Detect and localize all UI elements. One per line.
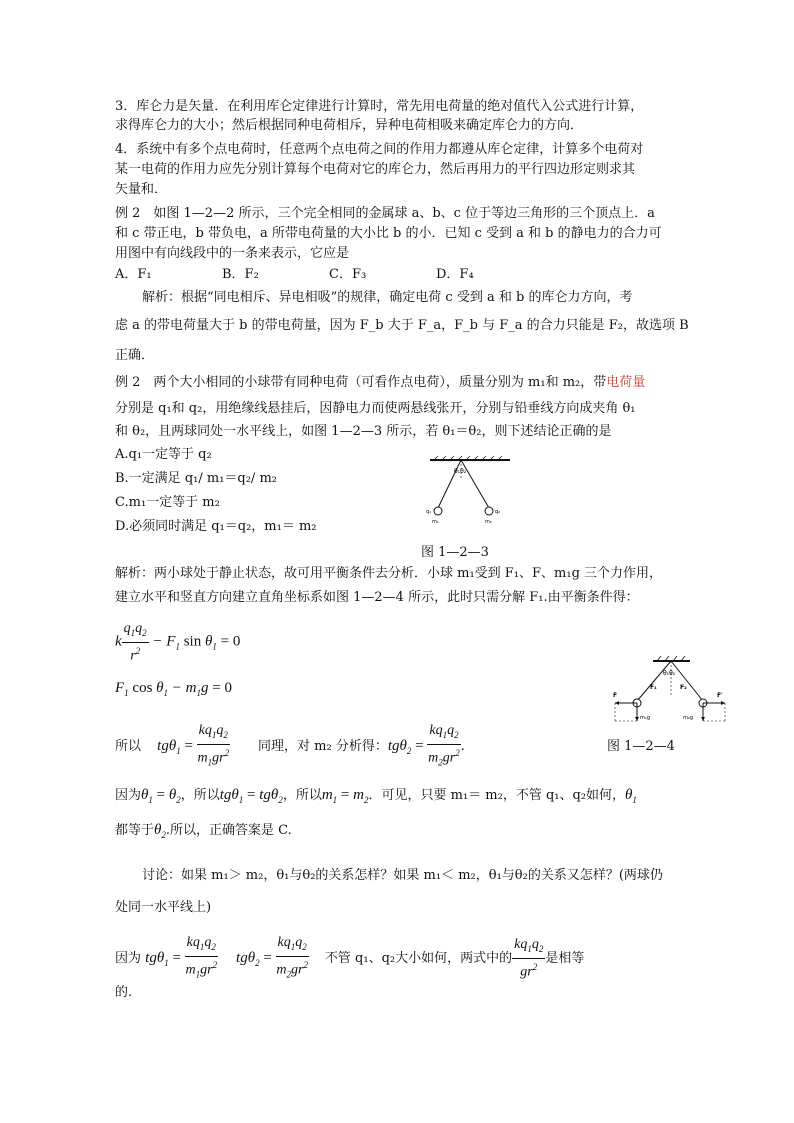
m2g-label: m₂g <box>683 715 694 721</box>
paragraph-4-line-2: 某一电荷的作用力应先分别计算每个电荷对它的库仑力，然后再用力的平行四边形定则求其 <box>115 162 636 177</box>
final-middle: 不管 q₁、q₂大小如何，两式中的 <box>324 951 513 967</box>
example-2-option-c: C.m₁一定等于 m₂ <box>115 495 220 510</box>
example-2-line-1-text: 例 2 两个大小相同的小球带有同种电荷（可看作点电荷），质量分别为 m₁和 m₂，带 <box>115 375 607 390</box>
conclusion-line-1: 因为$\theta_1 = \theta_2$，所以tgθ$_1$ = tgθ$_2$，所以$m_1 = m_2$．可见，只要 m₁＝ m₂，不管 q₁、q₂如何，$\theta_1$ <box>115 787 637 805</box>
example-1-option-d: D．F₄ <box>436 267 474 282</box>
example-2-analysis-line-1: 解析：两小球处于静止状态，故可用平衡条件去分析．小球 m₁受到 F₁、F、m₁g 三个力作用， <box>115 566 663 581</box>
example-2-analysis-line-2: 建立水平和竖直方向建立直角坐标系如图 1—2—4 所示，此时只需分解 F₁.由平衡条件得： <box>115 590 639 605</box>
final-line-2: 的. <box>115 985 133 1000</box>
conclusion-line-2-text: 都等于 <box>115 823 155 838</box>
example-2-option-b: B.一定满足 q₁/ m₁＝q₂/ m₂ <box>115 471 277 486</box>
force-f-arrowhead <box>615 701 619 705</box>
left-thread <box>637 661 671 701</box>
f2-label: F₂ <box>680 684 687 691</box>
final-because: 因为 <box>115 951 142 967</box>
right-thread <box>671 661 703 701</box>
paragraph-3-line-2: 求得库仑力的大小；然后根据同种电荷相斥，异种电荷相吸来确定库仑力的方向． <box>115 118 584 133</box>
discussion-line-2: 处同一水平线上) <box>115 900 212 915</box>
q1-label: q₁ <box>426 509 432 515</box>
paragraph-3-line-1: 3．库仑力是矢量．在利用库仑定律进行计算时，常先用电荷量的绝对值代入公式进行计算， <box>115 99 644 114</box>
final-tail: 是相等 <box>545 951 585 967</box>
figure-1-2-4 <box>605 655 730 725</box>
example-1-analysis-line-2: 虑 a 的带电荷量大于 b 的带电荷量，因为 F_b 大于 F_a，F_b 与 F_a 的合力只能是 F₂，故选项 B <box>115 318 689 333</box>
conclusion-tail: ．可见，只要 m₁＝ m₂，不管 q₁、q₂如何， <box>368 788 626 803</box>
m1g-label: m₁g <box>640 715 651 721</box>
equation-2: $F_1$ $\cos \theta_1 - m_1g = 0$ <box>115 680 232 698</box>
conclusion-line-2: 都等于$\theta_2$.所以，正确答案是 C. <box>115 822 292 840</box>
example-1-option-a: A．F₁ <box>115 267 152 282</box>
conclusion-mid-1: ，所以 <box>180 788 220 803</box>
same-label: 同理，对 m₂ 分析得： <box>258 739 388 755</box>
paragraph-4-line-3: 矢量和． <box>115 182 168 197</box>
example-1-line-1: 例 2 如图 1—2—2 所示，三个完全相同的金属球 a、b、c 位于等边三角形的三个顶点上．a <box>115 206 655 221</box>
example-2-line-3: 和 θ₂，且两球同处一水平线上，如图 1—2—3 所示，若 θ₁＝θ₂，则下述结论正确的是 <box>115 424 612 439</box>
example-1-analysis-line-1: 解析：根据“同电相斥、异电相吸”的规律，确定电荷 c 受到 a 和 b 的库仑力方向，考 <box>142 290 633 305</box>
gravity-2-arrowhead <box>701 717 705 721</box>
example-2-option-d: D.必须同时满足 q₁＝q₂，m₁＝ m₂ <box>115 519 317 534</box>
example-1-line-2: 和 c 带正电，b 带负电，a 所带电荷量的大小比 b 的小．已知 c 受到 a 和 b 的静电力的合力可 <box>115 226 662 241</box>
figure-1-2-3-caption: 图 1—2—3 <box>421 545 489 560</box>
ball-1 <box>434 507 442 515</box>
example-2-line-2: 分别是 q₁和 q₂，用绝缘线悬挂后，因静电力而使两悬线张开，分别与铅垂线方向成夹角 θ₁ <box>115 401 636 416</box>
paragraph-4-line-1: 4．系统中有多个点电荷时，任意两个点电荷之间的作用力都遵从库仑定律，计算多个电荷对 <box>115 142 644 157</box>
theta-label: θ₁θ₂ <box>454 468 467 475</box>
charge-link-text: 电荷量 <box>606 375 646 390</box>
example-1-analysis-line-3: 正确． <box>115 348 155 363</box>
q2-label: q₂ <box>495 509 501 515</box>
example-2-line-1 <box>115 375 645 391</box>
fp-label: F′ <box>717 692 723 699</box>
because-label: 因为 <box>115 788 142 803</box>
m2-label: m₂ <box>485 519 492 525</box>
so-label: 所以 <box>115 739 142 755</box>
figure-1-2-4-caption: 图 1—2—4 <box>607 739 675 754</box>
final-equation-line: 因为 tgθ$_1$ = $\frac{kq_1q_2}{m_1gr^2}$ tgθ$_2$ = $\frac{kq_1q_2}{m_2gr^2}$ 不管 q₁、q₂大小如何，两式中的 $\frac{kq_1q_2}{gr^2}$ 是相等 <box>115 935 585 980</box>
conclusion-mid-2: ，所以 <box>282 788 322 803</box>
gravity-1-arrowhead <box>635 717 639 721</box>
example-1-line-3: 用图中有向线段中的一条来表示，它应是 <box>115 246 350 261</box>
figure-1-2-3 <box>420 455 520 530</box>
f1-label: F₁ <box>650 684 657 691</box>
f-label: F <box>613 692 618 699</box>
conclusion-line-2-tail: .所以，正确答案是 C. <box>165 823 292 838</box>
so-equation-line: 所以 tgθ$_1$ = $\frac{kq_1q_2}{m_1gr^2}$ 同理，对 m₂ 分析得：tgθ$_2$ = $\frac{kq_1q_2}{m_2gr^2}$ . <box>115 723 465 768</box>
equation-1: k $\frac{q_1q_2}{r^2}$ − $F_1$ $\sin \theta_1 = 0$ <box>115 621 241 664</box>
m1-label: m₁ <box>432 519 439 525</box>
discussion-line-1: 讨论：如果 m₁＞ m₂，θ₁与θ₂的关系怎样？如果 m₁＜ m₂，θ₁与θ₂的关系又怎样？(两球仍 <box>142 868 663 883</box>
example-1-option-c: C．F₃ <box>329 267 367 282</box>
theta-label: θ₁θ₂ <box>663 670 676 677</box>
force-fp-arrowhead <box>721 701 725 705</box>
example-2-option-a: A.q₁一定等于 q₂ <box>115 447 212 462</box>
example-1-option-b: B．F₂ <box>222 267 259 282</box>
ball-2 <box>485 507 493 515</box>
